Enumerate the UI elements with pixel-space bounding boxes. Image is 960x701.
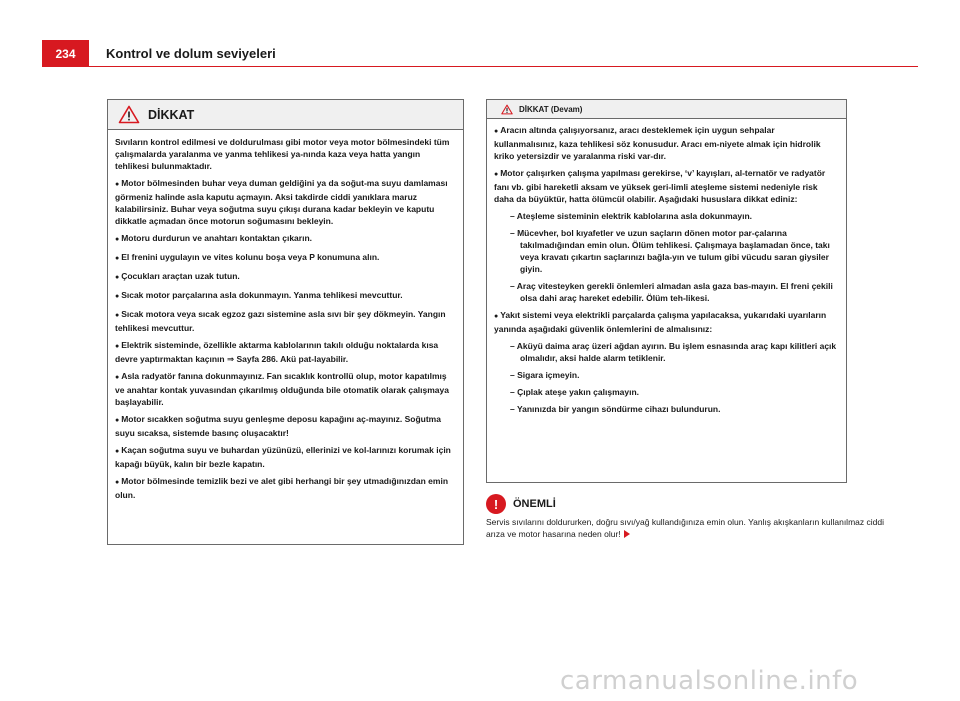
bullet-item: ● El frenini uygulayın ve vites kolunu boşa veya P konumuna alın. [115,251,456,265]
dash-item: – Aküyü daima araç üzeri ağdan ayırın. Bu işlem esnasında araç kapı kilitleri açık olmalıdır, aksi halde alarm tetiklenir. [494,340,839,364]
bullet-item: ● Sıcak motora veya sıcak egzoz gazı sistemine asla sıvı bir şey dökmeyin. Yangın tehlikesi mevcuttur. [115,308,456,334]
bullet-item: ● Motor bölmesinde temizlik bezi ve alet gibi herhangi bir şey utmadığınızdan emin olun. [115,475,456,501]
warning-triangle-icon [118,105,140,124]
bullet-item: ● Asla radyatör fanına dokunmayınız. Fan sıcaklık kontrollü olup, motor kapatılmış ve anahtar kontak yuvasından çıkarılmış olduğunda bile otomatik olarak çalışmaya başlayabilir. [115,370,456,408]
bullet-item: ● Sıcak motor parçalarına asla dokunmayın. Yanma tehlikesi mevcuttur. [115,289,456,303]
bullet-item: ● Motoru durdurun ve anahtarı kontaktan çıkarın. [115,232,456,246]
bullet-item: ● Aracın altında çalışıyorsanız, aracı desteklemek için uygun sehpalar kullanmalısınız, kaza tehlikesi söz konusudur. Aracı em-niyete almak için hidrolik kriko yetersizdir ve yaralanma riski var-dır. [494,124,839,162]
warning-box [107,99,464,545]
dash-item: – Sigara içmeyin. [494,369,839,381]
continue-arrow-icon [624,530,630,538]
bullet-item: ● Yakıt sistemi veya elektrikli parçalarda çalışma yapılacaksa, yukarıdaki uyarıların yanında aşağıdaki güvenlik önlemlerini de almalısınız: [494,309,839,335]
intro-paragraph: Sıvıların kontrol edilmesi ve doldurulması gibi motor veya motor bölmesindeki tüm çalışmalarda yaralanma ve yanma tehlikesi ya-nında kaza veya hatta yangın tehlikesi bulunmaktadır. [115,137,450,171]
bullet-item: ● Motor çalışırken çalışma yapılması gerekirse, ‘v’ kayışları, al-ternatör ve radyatör fanı vb. gibi hareketli aksam ve yüksek geri-limli ateşleme sistemi nedeniyle risk daha da büyüktür, hatta ölümcül olabilir. Aşağıdaki hususlara dikkat ediniz: [494,167,839,205]
warning-continued-label: DİKKAT (Devam) [519,104,583,114]
warning-body [108,130,463,501]
dash-item: – Araç vitesteyken gerekli önlemleri almadan asla gaza bas-mayın. El freni çekili olsa dahi araç hareket edebilir. Ölüm teh-likesi. [494,280,839,304]
warning-box-header [108,100,463,130]
warning-triangle-small-icon [501,104,513,115]
dash-item: – Yanınızda bir yangın söndürme cihazı bulundurun. [494,403,839,415]
warning-label: DİKKAT [148,107,195,122]
exclamation-circle-icon: ! [486,494,506,514]
bullet-item: ● Motor sıcakken soğutma suyu genleşme deposu kapağını aç-mayınız. Soğutma suyu sıcaksa, sistemde basınç oluşacaktır! [115,413,456,439]
dash-item: – Çıplak ateşe yakın çalışmayın. [494,386,839,398]
warning-continued-body [487,119,846,415]
dash-item: – Mücevher, bol kıyafetler ve uzun saçların dönen motor par-çalarına takılmadığından emin olun. Ölüm tehlikesi. Çalışmaya başlamadan önce, takı veya kravatı çıkartın saçlarınızı bağla-yın ve tulum gibi vücudu saran giysiler giyin. [494,227,839,275]
notice-text [486,516,886,540]
notice-section [486,493,886,540]
page-number: 234 [42,40,89,67]
header-rule [89,66,918,67]
page-title: Kontrol ve dolum seviyeleri [106,46,276,61]
dash-item: – Ateşleme sisteminin elektrik kablolarına asla dokunmayın. [494,210,839,222]
bullet-item: ● Motor bölmesinden buhar veya duman geldiğini ya da soğut-ma suyu damlaması görmeniz halinde asla kaputu açmayın. Aksi takdirde ciddi yanıklara maruz kalabilirsiniz. Buhar veya soğutma suyu çıkışı durana kadar bekleyin ve kaputu dikkatle açmadan önce motorun soğumasını bekleyin. [115,177,456,227]
warning-continued-header [487,100,846,119]
notice-body: Servis sıvılarını doldururken, doğru sıvı/yağ kullandığınıza emin olun. Yanlış akışkanların kullanılmaz ciddi arıza ve motor hasarına neden olur! [486,517,884,539]
warning-continued-box [486,99,847,483]
bullet-item: ● Kaçan soğutma suyu ve buhardan yüzünüzü, ellerinizi ve kol-larınızı korumak için kapağı büyük, kalın bir bezle kapatın. [115,444,456,470]
notice-label: ÖNEMLİ [513,498,556,510]
notice-header [486,493,886,515]
bullet-item: ● Çocukları araçtan uzak tutun. [115,270,456,284]
watermark: carmanualsonline.info [560,666,859,696]
bullet-item: ● Elektrik sisteminde, özellikle aktarma kablolarının takılı olduğu noktalarda kısa devre yaptırmaktan kaçının ⇒ Sayfa 286. Akü pat-layabilir. [115,339,456,365]
